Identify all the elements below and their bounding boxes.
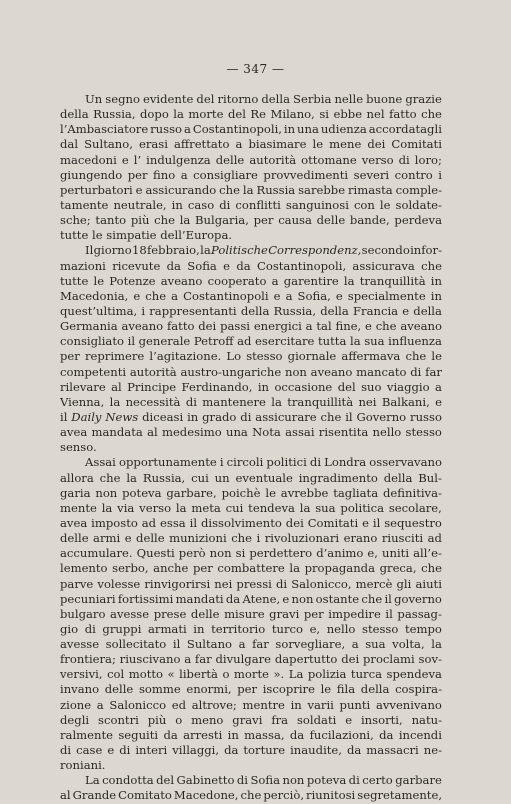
text-line: dal Sultano, erasi affrettato a biasimare le mene dei Comitati: [60, 137, 442, 152]
text-line: versivi, col motto « libertà o morte ». La polizia turca spendeva: [60, 667, 442, 682]
text-line: garia non poteva garbare, poichè le avrebbe tagliata definitiva-: [60, 485, 442, 500]
text-line: l’Ambasciatore russo a Costantinopoli, in una udienza accordatagli: [60, 122, 442, 137]
text-line: di case e di interi villaggi, da torture inaudite, da massacri ne-: [60, 743, 442, 758]
text-line: Un segno evidente del ritorno della Serbia nelle buone grazie: [85, 92, 442, 106]
text-line: accumulare. Questi però non si perdettero d’animo e, uniti all’e-: [60, 546, 442, 561]
text-line: giungendo per fino a consigliare provvedimenti severi contro i: [60, 167, 442, 182]
text-line: sche; tanto più che la Bulgaria, per causa delle bande, perdeva: [60, 213, 442, 228]
text-line: perturbatori e assicurando che la Russia sarebbe rimasta comple-: [60, 182, 442, 197]
text-line: lemento serbo, anche per combattere la propaganda greca, che: [60, 561, 442, 576]
text-line: per reprimere l’agitazione. Lo stesso giornale affermava che le: [60, 349, 442, 364]
text-line: Germania aveano fatto dei passi energici a tal fine, e che aveano: [60, 319, 442, 334]
text-line: macedoni e l’ indulgenza delle autorità ottomane verso di loro;: [60, 152, 442, 167]
text-line: consigliato il generale Petroff ad esercitare tutta la sua influenza: [60, 334, 442, 349]
text-line: delle armi e delle munizioni che i rivoluzionari erano riusciti ad: [60, 531, 442, 546]
text-line: invano delle somme enormi, per iscoprire le fila della cospira-: [60, 682, 442, 697]
text-line: competenti autorità austro-ungariche non aveano mancato di far: [60, 364, 442, 379]
text-line: Macedonia, e che a Costantinopoli e a Sofia, e specialmente in: [60, 288, 442, 303]
text-line: allora che la Russia, cui un eventuale ingradimento della Bul-: [60, 470, 442, 485]
text-line: mazioni ricevute da Sofia e da Costantinopoli, assicurava che: [60, 258, 442, 273]
text-line: al Grande Comitato Macedone, che perciò, riunitosi segretamente,: [60, 788, 442, 803]
text-line: quest’ultima, i rappresentanti della Russia, della Francia e della: [60, 303, 442, 318]
text-line: La condotta del Gabinetto di Sofia non poteva di certo garbare: [85, 773, 442, 788]
body-text: [60, 92, 442, 804]
text-line: Vienna, la necessità di mantenere la tranquillità nei Balkani, e: [60, 394, 442, 409]
text-line: mente la via verso la meta cui tendeva la sua politica secolare,: [60, 500, 442, 515]
text-line: avea imposto ad essa il dissolvimento dei Comitati e il sequestro: [60, 515, 442, 530]
text-line: avea mandata al medesimo una Nota assai risentita nello stesso: [60, 425, 442, 440]
text-line: tamente neutrale, in caso di conflitti sanguinosi con le soldate-: [60, 197, 442, 212]
text-line: ralmente seguiti da arresti in massa, da fucilazioni, da incendi: [60, 727, 442, 742]
text-line: Il giorno 18 febbraio, la Politische Correspondenz, secondo infor-: [85, 243, 442, 258]
text-line: tutte le simpatie dell’Europa.: [60, 228, 233, 243]
text-line: Assai opportunamente i circoli politici di Londra osservavano: [85, 455, 442, 470]
text-line: bulgaro avesse prese delle misure gravi per impedire il passag-: [60, 606, 442, 621]
text-line: tutte le Potenze aveano cooperato a garentire la tranquillità in: [60, 273, 442, 288]
text-line: gio di gruppi armati in territorio turco e, nello stesso tempo: [60, 621, 442, 636]
text-line: roniani.: [60, 758, 106, 773]
text-line: senso.: [60, 440, 97, 455]
text-line: zione a Salonicco ed altrove; mentre in varii punti avvenivano: [60, 697, 442, 712]
text-line: il Daily News diceasi in grado di assicurare che il Governo russo: [60, 409, 442, 424]
page-number: — 347 —: [226, 62, 285, 76]
text-line: parve volesse rinvigorirsi nei pressi di Salonicco, mercè gli aiuti: [60, 576, 442, 591]
text-line: degli scontri più o meno gravi fra soldati e insorti, natu-: [60, 712, 442, 727]
text-line: pecuniari fortissimi mandati da Atene, e non ostante che il governo: [60, 591, 442, 606]
text-line: rilevare al Principe Ferdinando, in occasione del suo viaggio a: [60, 379, 442, 394]
text-line: avesse sollecitato il Sultano a far sorvegliare, a sua volta, la: [60, 637, 442, 652]
text-line: della Russia, dopo la morte del Re Milano, si ebbe nel fatto che: [60, 107, 442, 122]
text-line: frontiera; riuscivano a far divulgare dapertutto dei proclami sov-: [60, 652, 442, 667]
